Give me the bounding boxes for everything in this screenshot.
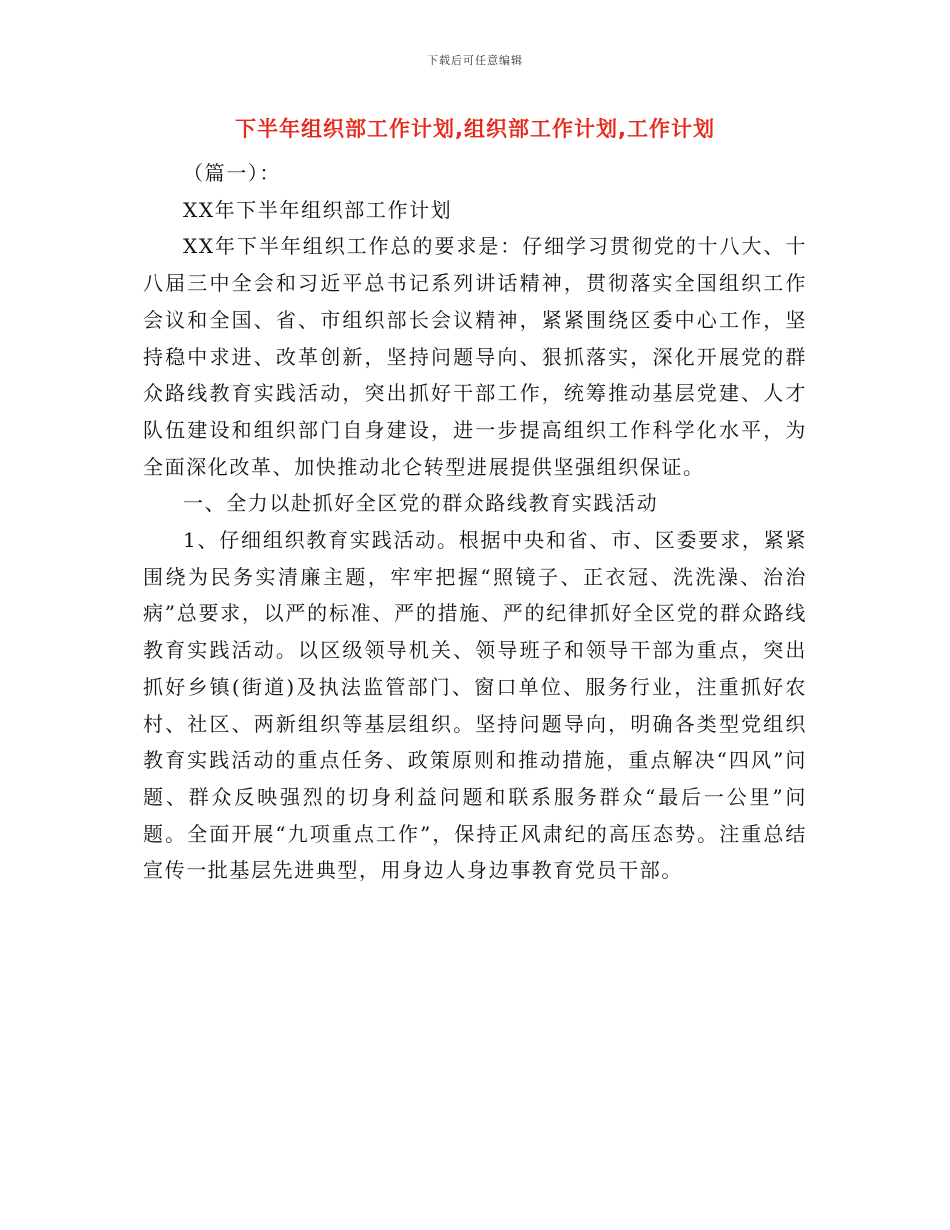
document-title: 下半年组织部工作计划,组织部工作计划,工作计划 (235, 117, 715, 141)
paragraph-item-one: 1、仔细组织教育实践活动。根据中央和省、市、区委要求，紧紧围绕为民务实清廉主题，牢牢把握“照镜子、正衣冠、洗洗澡、治治病”总要求，以严的标准、严的措施、严的纪律抓好全区党的群众路线教育实践活动。以区级领导机关、领导班子和领导干部为重点，突出抓好乡镇(街道)及执法监管部门、窗口单位、服务行业，注重抓好农村、社区、两新组织等基层组织。坚持问题导向，明确各类型党组织教育实践活动的重点任务、政策原则和推动措施，重点解决“四风”问题、群众反映强烈的切身利益问题和联系服务群众“最后一公里”问题。全面开展“九项重点工作”，保持正风肃纪的高压态势。注重总结宣传一批基层先进典型，用身边人身边事教育党员干部。 (143, 528, 807, 883)
document-body (143, 155, 807, 889)
paragraph-plan-title: XX年下半年组织部工作计划 (183, 197, 453, 222)
paragraph-heading-one: 一、全力以赴抓好全区党的群众路线教育实践活动 (183, 491, 659, 516)
header-note: 下载后可任意编辑 (427, 54, 523, 67)
paragraph-overall-requirements: XX年下半年组织工作总的要求是：仔细学习贯彻党的十八大、十八届三中全会和习近平总书记系列讲话精神，贯彻落实全国组织工作会议和全国、省、市组织部长会议精神，紧紧围绕区委中心工作，坚持稳中求进、改革创新，坚持问题导向、狠抓落实，深化开展党的群众路线教育实践活动，突出抓好干部工作，统筹推动基层党建、人才队伍建设和组织部门自身建设，进一步提高组织工作科学化水平，为全面深化改革、加快推动北仑转型进展提供坚强组织保证。 (143, 234, 807, 479)
paragraph-section-label: （篇一）： (183, 161, 281, 185)
